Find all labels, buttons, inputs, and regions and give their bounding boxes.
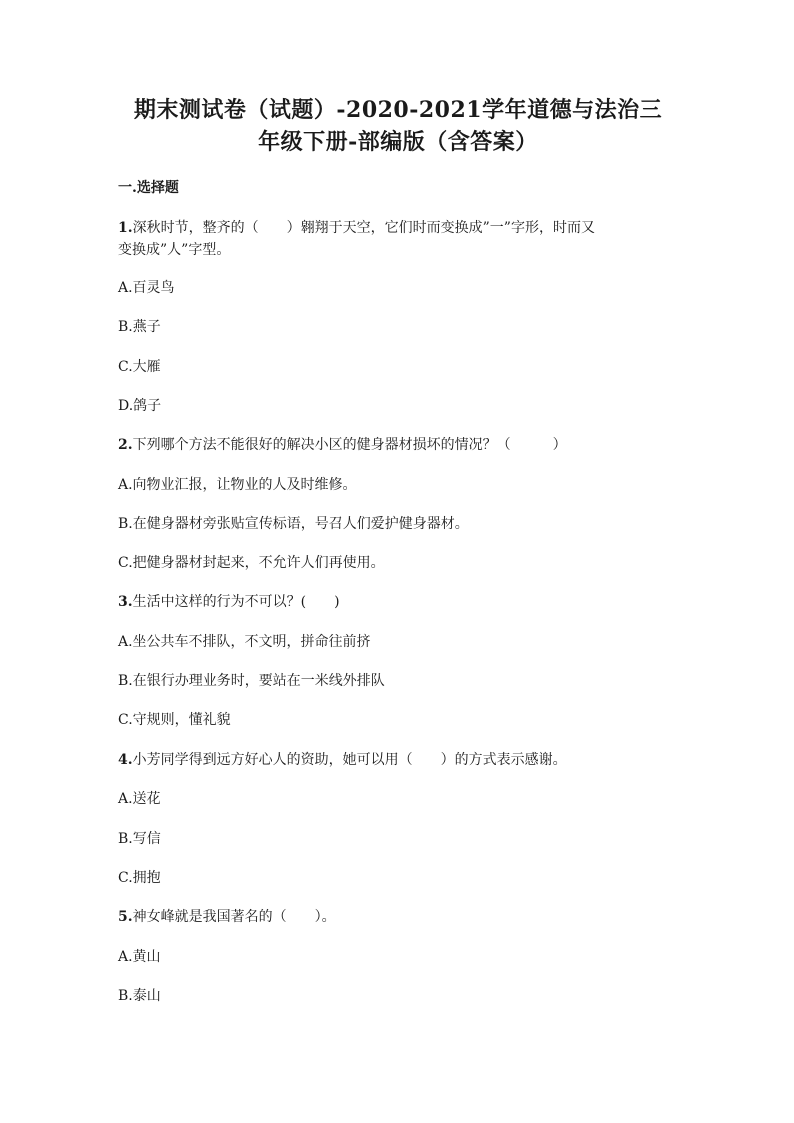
question-5-option-a: A.黄山 xyxy=(118,949,161,965)
title-line-2: 年级下册-部编版（含答案） xyxy=(258,129,538,155)
question-3-option-a: A.坐公共车不排队，不文明，拼命往前挤 xyxy=(118,634,371,650)
question-5-line-1 xyxy=(118,906,678,928)
question-5-option-b: B.泰山 xyxy=(118,988,161,1004)
question-4-number: 4. xyxy=(118,752,133,768)
question-1-option-b: B.燕子 xyxy=(118,319,161,335)
question-1-option-d: D.鸽子 xyxy=(118,398,162,414)
question-3-option-c: C.守规则，懂礼貌 xyxy=(118,712,231,728)
question-4-option-b: B.写信 xyxy=(118,831,161,847)
question-3-number: 3. xyxy=(118,594,133,610)
question-1-option-a: A.百灵鸟 xyxy=(118,280,175,296)
section-heading: 一.选择题 xyxy=(118,180,179,196)
question-2-option-b: B.在健身器材旁张贴宣传标语，号召人们爱护健身器材。 xyxy=(118,516,469,532)
question-1-text: 深秋时节，整齐的（ ）翱翔于天空，它们时而变换成”一”字形，时而又 xyxy=(132,220,595,236)
question-2-text: 下列哪个方法不能很好的解决小区的健身器材损坏的情况？（ ） xyxy=(132,437,567,453)
question-3-option-b: B.在银行办理业务时，要站在一米线外排队 xyxy=(118,673,385,689)
question-2-line-1 xyxy=(118,434,678,456)
question-2-option-c: C.把健身器材封起来，不允许人们再使用。 xyxy=(118,555,385,571)
question-2-option-a: A.向物业汇报，让物业的人及时维修。 xyxy=(118,477,357,493)
question-5-number: 5. xyxy=(118,909,133,925)
question-3-line-1 xyxy=(118,591,678,613)
question-1-number: 1. xyxy=(118,220,133,236)
document-title xyxy=(118,94,678,158)
question-3-text: 生活中这样的行为不可以？( ) xyxy=(132,594,340,610)
question-4-line-1 xyxy=(118,749,678,771)
question-4-option-a: A.送花 xyxy=(118,791,161,807)
title-line-1: 期末测试卷（试题）-2020-2021学年道德与法治三 xyxy=(133,97,663,123)
question-1-line-1 xyxy=(118,217,678,239)
question-5-text: 神女峰就是我国著名的（ ）。 xyxy=(132,909,336,925)
question-4-option-c: C.拥抱 xyxy=(118,870,161,886)
question-1-line-2: 变换成”人”字型。 xyxy=(118,242,231,258)
question-1-option-c: C.大雁 xyxy=(118,359,161,375)
question-4-text: 小芳同学得到远方好心人的资助，她可以用（ ）的方式表示感谢。 xyxy=(132,752,567,768)
question-2-number: 2. xyxy=(118,437,133,453)
